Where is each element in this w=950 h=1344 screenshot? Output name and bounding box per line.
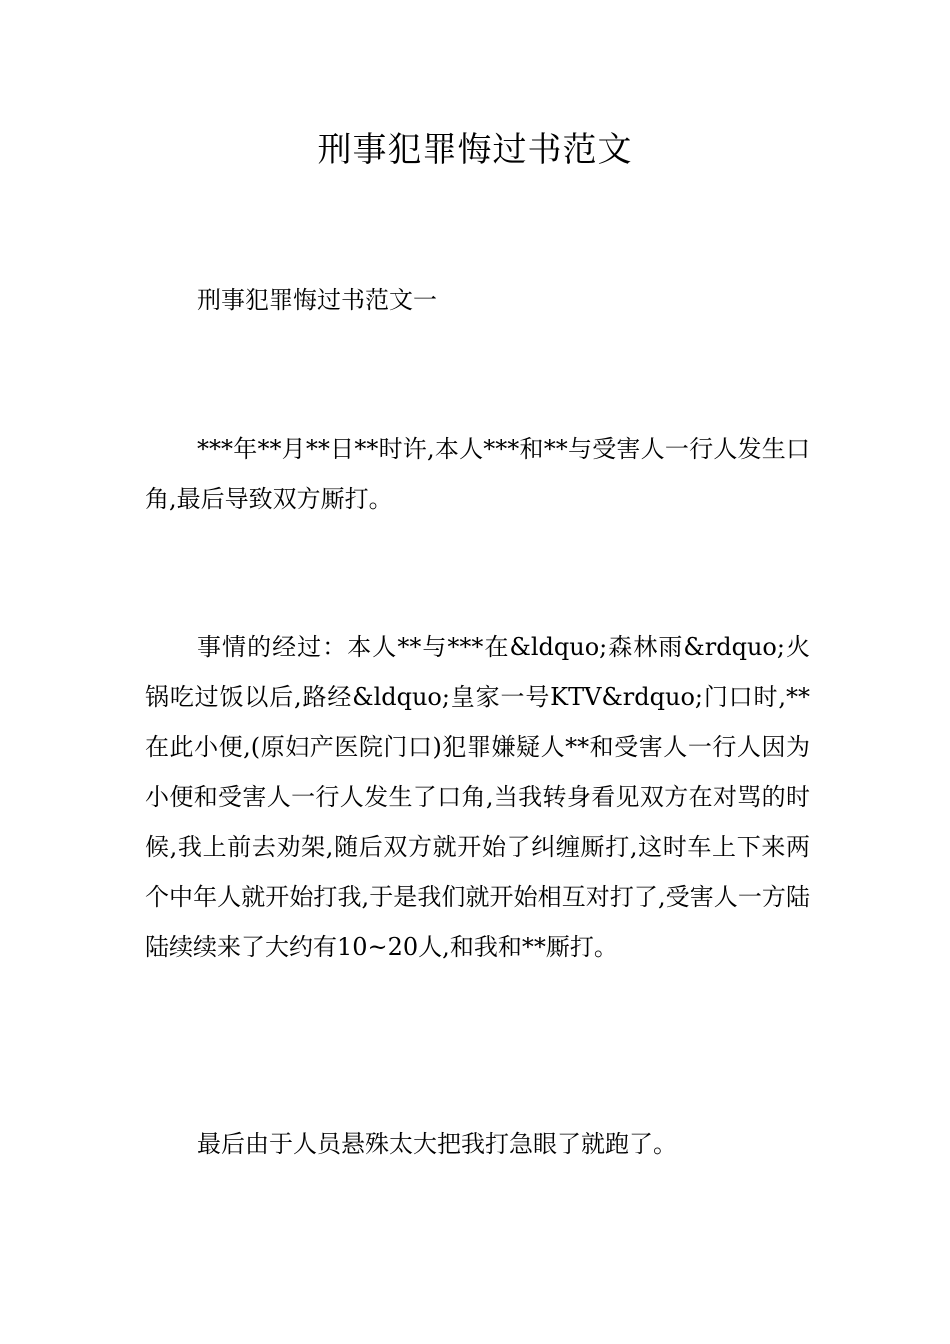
section-heading: 刑事犯罪悔过书范文一 [197,286,437,314]
paragraph-conclusion: 最后由于人员悬殊太大把我打急眼了就跑了。 [197,1130,677,1158]
paragraph-incident-summary: ***年**月**日**时许,本人***和**与受害人一行人发生口角,最后导致双方厮打。 [145,435,810,513]
page-title: 刑事犯罪悔过书范文 [317,130,633,170]
paragraph-incident-details: 事情的经过：本人**与***在&ldquo;森林雨&rdquo;火锅吃过饭以后,路经&ldquo;皇家一号KTV&rdquo;门口时,**在此小便,(原妇产医院门口)犯罪嫌疑人**和受害人一行人因为小便和受害人一行人发生了口角,当我转身看见双方在对骂的时候,我上前去劝架,随后双方就开始了纠缠厮打,这时车上下来两个中年人就开始打我,于是我们就开始相互对打了,受害人一方陆陆续续来了大约有10~20人,和我和**厮打。 [145,633,810,961]
